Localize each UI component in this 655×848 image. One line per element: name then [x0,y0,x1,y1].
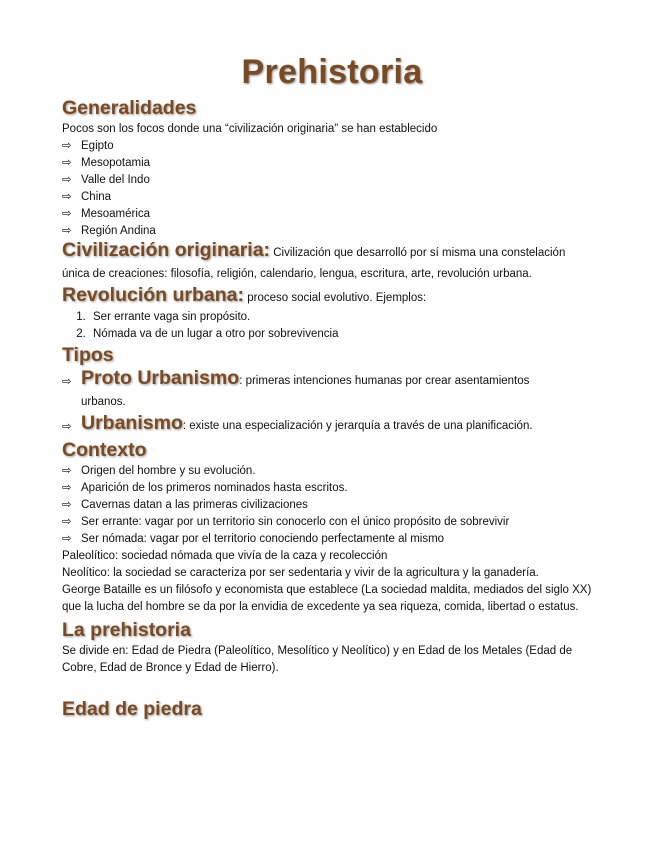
list-item: 2. Nómada va de un lugar a otro por sobrevivencia [89,326,602,343]
revolucion-list [62,309,602,343]
list-item: ⇨ Ser errante: vagar por un territorio sin conocerlo con el único propósito de sobrevivir [62,514,602,531]
document-page [62,52,602,722]
tipo-item: ⇨ Proto Urbanismo: primeras intenciones humanas por crear asentamientos urbanos. [62,368,602,413]
list-item: ⇨ Ser nómada: vagar por el territorio conociendo perfectamente al mismo [62,531,602,548]
list-item: ⇨ China [62,189,602,206]
heading-edad-de-piedra: Edad de piedra [62,698,202,720]
list-item: ⇨ Aparición de los primeros nominados hasta escritos. [62,480,602,497]
tipo-term: Proto Urbanismo [81,367,240,389]
arrow-icon: ⇨ [62,140,72,152]
arrow-icon: ⇨ [62,465,72,477]
arrow-icon: ⇨ [62,225,72,237]
page-title: Prehistoria [241,53,423,91]
heading-generalidades: Generalidades [62,97,197,119]
arrow-icon: ⇨ [62,191,72,203]
list-item: ⇨ Cavernas datan a las primeras civilizaciones [62,497,602,514]
paleolitico-paragraph: Paleolítico: sociedad nómada que vivía de la caza y recolección [62,550,388,562]
heading-tipos: Tipos [62,344,114,366]
list-item: ⇨ Egipto [62,138,602,155]
arrow-icon: ⇨ [62,174,72,186]
arrow-icon: ⇨ [62,157,72,169]
contexto-list [62,463,602,548]
arrow-icon: ⇨ [62,421,72,433]
arrow-icon: ⇨ [62,516,72,528]
heading-contexto: Contexto [62,439,147,461]
heading-la-prehistoria: La prehistoria [62,619,191,641]
arrow-icon: ⇨ [62,376,72,388]
list-item: ⇨ Origen del hombre y su evolución. [62,463,602,480]
arrow-icon: ⇨ [62,208,72,220]
list-item: ⇨ Mesopotamia [62,155,602,172]
prehistoria-paragraph: Se divide en: Edad de Piedra (Paleolítico, Mesolítico y Neolítico) y en Edad de los Metales (Edad de Cobre, Edad de Bronce y Edad de Hierro). [62,645,573,674]
heading-civilizacion: Civilización originaria: [62,239,271,261]
tipo-item: ⇨ Urbanismo: existe una especialización y jerarquía a través de una planificación. [62,413,602,438]
neolitico-paragraph: Neolítico: la sociedad se caracteriza por ser sedentaria y vivir de la agricultura y la ganadería. [62,567,539,579]
arrow-icon: ⇨ [62,499,72,511]
civilizacion-definition: Civilización originaria: Civilización que desarrolló por sí misma una constelación única de creaciones: filosofía, religión, calendario, lengua, escritura, arte, revolución urbana. [62,239,566,280]
list-item: ⇨ Región Andina [62,223,602,240]
revolucion-definition: Revolución urbana: proceso social evolutivo. Ejemplos: [62,284,427,306]
generalidades-list [62,138,602,240]
list-item: 1. Ser errante vaga sin propósito. [89,309,602,326]
arrow-icon: ⇨ [62,533,72,545]
list-item: ⇨ Mesoamérica [62,206,602,223]
list-item: ⇨ Valle del Indo [62,172,602,189]
bataille-paragraph: George Bataille es un filósofo y economista que establece (La sociedad maldita, mediados del siglo XX) que la lucha del hombre se da por la envidia de excedente ya sea riqueza, comida, libertad o estatus. [62,584,592,613]
arrow-icon: ⇨ [62,482,72,494]
tipo-term: Urbanismo [81,412,183,434]
generalidades-intro: Pocos son los focos donde una “civilización originaria” se han establecido [62,123,438,135]
heading-revolucion: Revolución urbana: [62,284,245,306]
